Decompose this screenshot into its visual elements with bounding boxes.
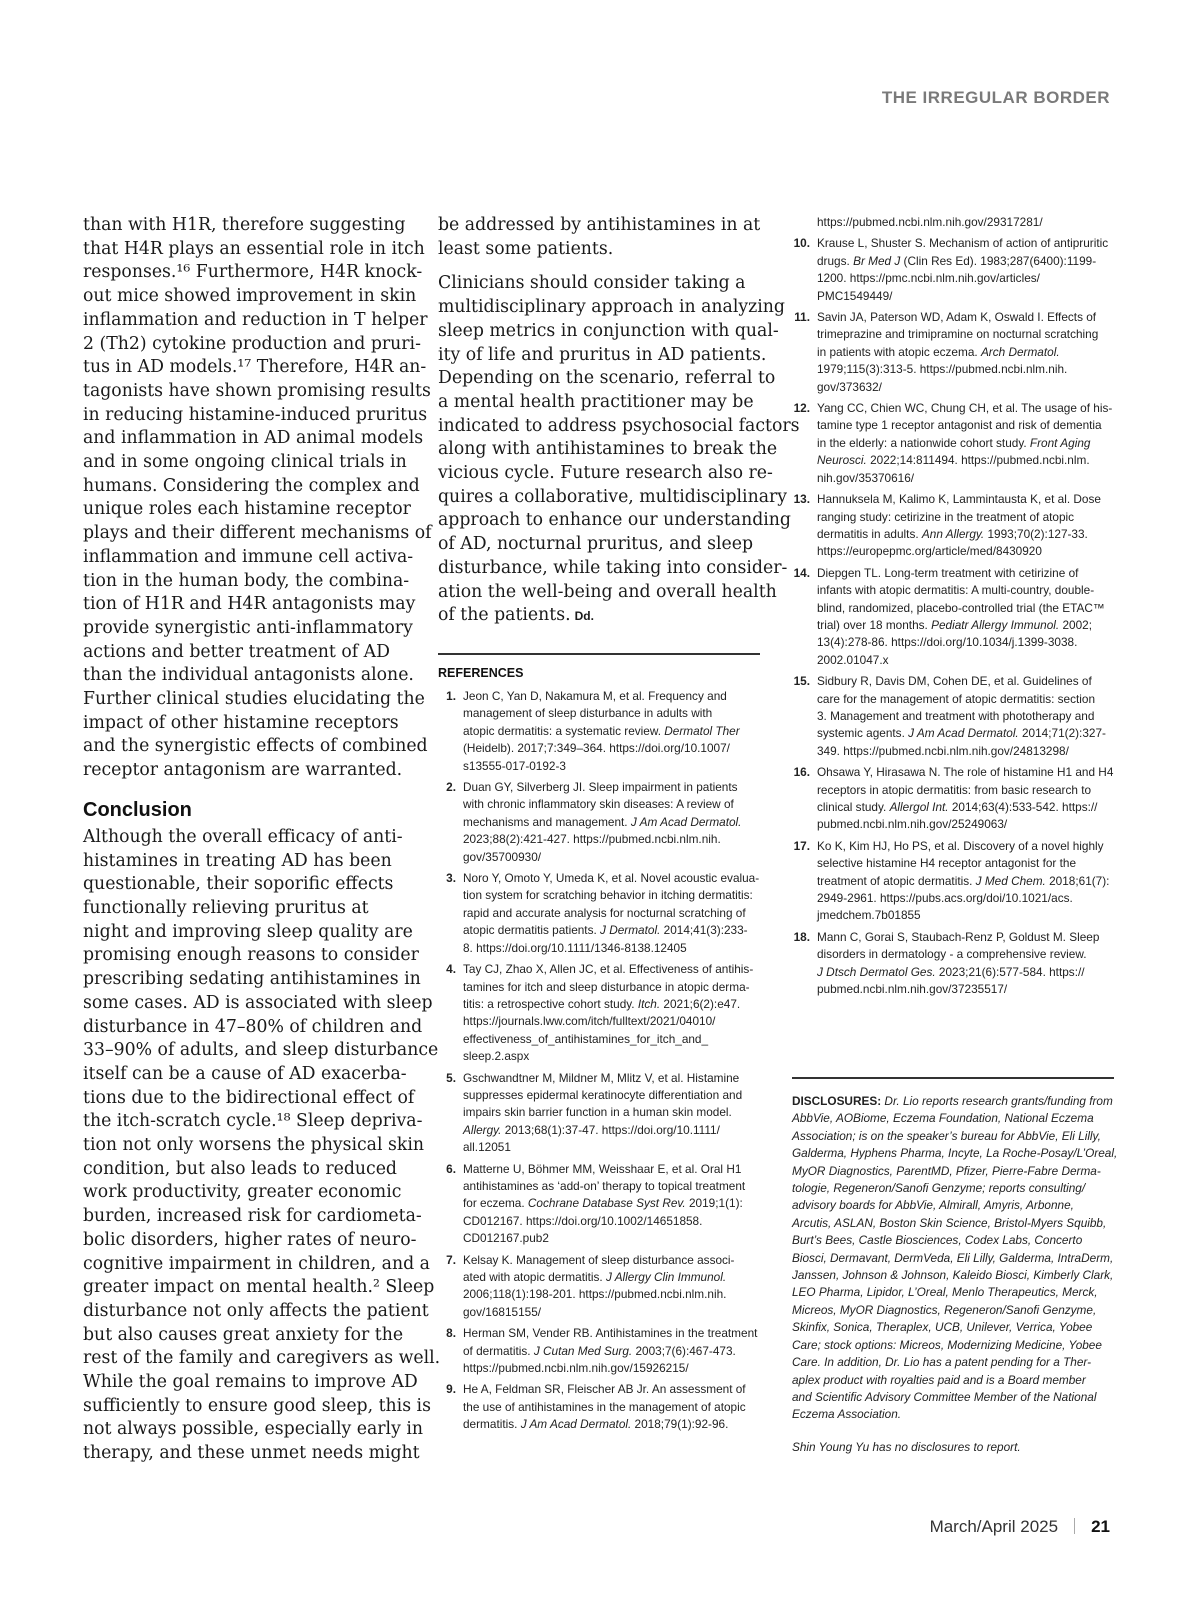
reference-line: Noro Y, Omoto Y, Umeda K, et al. Novel acoustic evalua- (463, 871, 760, 886)
reference-item (438, 779, 768, 866)
reference-item (792, 235, 1122, 305)
body-line: burden, increased risk for cardiometa- (83, 1206, 422, 1227)
body-line: condition, but also leads to reduced (83, 1158, 397, 1179)
body-line: tion in the human body, the combina- (83, 570, 410, 591)
reference-item (792, 309, 1122, 396)
reference-line: J Dtsch Dermatol Ges. 2023;21(6):577-584. https:// (817, 964, 1085, 979)
body-line: itself can be a cause of AD exacerba- (83, 1063, 407, 1084)
reference-line: Mann C, Gorai S, Staubach-Renz P, Goldust M. Sleep (817, 929, 1100, 944)
disclosure-line: Janssen, Johnson & Johnson, Kaleido Biosci, Kimberly Clark, (792, 1268, 1114, 1283)
disclosure-line: Biosci, Dermavant, DermVeda, Eli Lilly, Galderma, IntraDerm, (792, 1250, 1114, 1265)
reference-line: (Heidelb). 2017;7:349–364. https://doi.org/10.1007/ (463, 741, 730, 756)
reference-item (792, 838, 1122, 925)
body-line: greater impact on mental health.² Sleep (83, 1277, 435, 1298)
body-line: be addressed by antihistamines in at (438, 215, 761, 235)
body-line: therapy, and these unmet needs might (83, 1443, 420, 1464)
references-list (792, 214, 1122, 1002)
reference-line: 8. https://doi.org/10.1111/1346-8138.12405 (463, 940, 687, 955)
reference-line: Herman SM, Vender RB. Antihistamines in the treatment (463, 1326, 758, 1341)
reference-line: gov/373632/ (817, 379, 882, 394)
reference-number: 18. (793, 929, 810, 944)
body-column-1 (83, 214, 441, 1466)
reference-line: suppresses epidermal keratinocyte differentiation and (463, 1087, 743, 1102)
reference-line: Krause L, Shuster S. Mechanism of action of antipruritic (817, 236, 1109, 251)
reference-line: PMC1549449/ (817, 288, 893, 303)
body-line: sufficiently to ensure good sleep, this is (83, 1395, 431, 1416)
body-line: While the goal remains to improve AD (83, 1372, 418, 1393)
reference-line: care for the management of atopic dermatitis: section (817, 691, 1096, 706)
reference-number: 9. (446, 1382, 456, 1397)
body-line: a mental health practitioner may be (438, 391, 754, 412)
reference-item (792, 673, 1122, 760)
disclosure-line-first (792, 1093, 1122, 1110)
reference-number: 8. (446, 1326, 456, 1341)
body-line: out mice showed improvement in skin (83, 286, 417, 307)
body-line: in reducing histamine-induced pruritus (83, 404, 428, 425)
reference-item (438, 961, 768, 1065)
reference-line: Diepgen TL. Long-term treatment with cetirizine of (817, 565, 1079, 580)
reference-line: Jeon C, Yan D, Nakamura M, et al. Frequency and (463, 689, 727, 703)
references-list (438, 688, 768, 1438)
reference-line: impairs skin barrier function in a human skin model. (463, 1105, 732, 1120)
reference-line: Hannuksela M, Kalimo K, Lammintausta K, et al. Dose (817, 492, 1101, 507)
reference-line: Yang CC, Chien WC, Chung CH, et al. The usage of his- (817, 401, 1113, 416)
reference-line: nih.gov/35370616/ (817, 470, 915, 485)
reference-line: 349. https://pubmed.ncbi.nlm.nih.gov/24813298/ (817, 743, 1069, 758)
body-line: 2 (Th2) cytokine production and pruri- (83, 333, 421, 354)
disclosure-line: Association; is on the speaker’s bureau for AbbVie, Eli Lilly, (792, 1128, 1101, 1143)
body-line: Although the overall efficacy of anti- (83, 826, 403, 847)
reference-line: tion system for scratching behavior in itching dermatitis: (463, 888, 753, 903)
disclosure-line: and Scientific Advisory Committee Member of the National (792, 1389, 1097, 1404)
reference-item (438, 688, 768, 775)
body-line: Further clinical studies elucidating the (83, 689, 425, 710)
reference-line: Allergy. 2013;68(1):37-47. https://doi.org/10.1111/ (463, 1122, 720, 1137)
reference-line: 2949-2961. https://pubs.acs.org/doi/10.1021/acs. (817, 891, 1073, 906)
body-line: and the synergistic effects of combined (83, 736, 428, 757)
reference-line: s13555-017-0192-3 (463, 758, 566, 773)
disclosures-divider (792, 1077, 1114, 1079)
reference-number: 11. (794, 310, 810, 325)
reference-number: 13. (793, 492, 810, 507)
reference-line: CD012167. https://doi.org/10.1002/14651858. (463, 1213, 703, 1228)
reference-item (792, 565, 1122, 669)
body-line: least some patients. (438, 238, 614, 259)
reference-line: infants with atopic dermatitis: A multi-country, double- (817, 583, 1095, 598)
body-line: tion of H1R and H4R antagonists may (83, 594, 416, 615)
body-line: inflammation and reduction in T helper (83, 309, 428, 330)
body-line: disturbance in 47–80% of children and (83, 1016, 423, 1037)
body-line: multidisciplinary approach in analyzing (438, 297, 785, 318)
body-line: promising enough reasons to consider (83, 945, 419, 966)
reference-number: 5. (446, 1070, 456, 1085)
body-paragraph (83, 826, 441, 1466)
body-line: than the individual antagonists alone. (83, 665, 414, 686)
reference-item (438, 1070, 768, 1157)
body-line: bolic disorders, higher rates of neuro- (83, 1229, 417, 1250)
disclosures-label: DISCLOSURES: (792, 1094, 882, 1108)
reference-line: mechanisms and management. J Am Acad Dermatol. (463, 814, 742, 829)
body-line: ity of life and pruritus in AD patients. (438, 344, 767, 365)
body-line: but also causes great anxiety for the (83, 1324, 404, 1345)
reference-item (792, 214, 1122, 231)
disclosure-line: Galderma, Hyphens Pharma, Incyte, La Roche-Posay/L’Oreal, (792, 1146, 1118, 1161)
reference-line: ated with atopic dermatitis. J Allergy Clin Immunol. (463, 1270, 727, 1284)
body-line: night and improving sleep quality are (83, 921, 413, 942)
reference-line: disorders in dermatology - a comprehensive review. (817, 947, 1087, 962)
body-line: of AD, nocturnal pruritus, and sleep (438, 534, 754, 555)
body-line: tus in AD models.¹⁷ Therefore, H4R an- (83, 357, 427, 378)
reference-line: Savin JA, Paterson WD, Adam K, Oswald I. Effects of (817, 310, 1097, 325)
reference-line: effectiveness_of_antihistamines_for_itch_and_ (463, 1031, 709, 1046)
reference-line: gov/16815155/ (463, 1304, 542, 1319)
reference-line: for eczema. Cochrane Database Syst Rev. 2019;1(1): (463, 1196, 743, 1211)
body-line: tions due to the bidirectional effect of (83, 1087, 415, 1108)
reference-line: systemic agents. J Am Acad Dermatol. 2014;71(2):327- (817, 726, 1106, 741)
reference-line: atopic dermatitis patients. J Dermatol. 2014;41(3):233- (463, 923, 748, 938)
reference-line: 3. Management and treatment with phototherapy and (817, 708, 1095, 723)
disclosure-line: aplex product with royalties paid and is a Board member (792, 1372, 1086, 1387)
reference-item (792, 400, 1122, 487)
disclosure-line: Skinfix, Sonica, Theraplex, UCB, Unilever, Verrica, Yobee (792, 1320, 1093, 1335)
reference-line: dermatitis in adults. Ann Allergy. 1993;70(2):127-33. (817, 526, 1088, 541)
body-line: tion not only worsens the physical skin (83, 1135, 424, 1156)
reference-item (438, 1161, 768, 1248)
reference-number: 7. (446, 1252, 456, 1267)
reference-line: titis: a retrospective cohort study. Itch. 2021;6(2):e47. (463, 996, 741, 1011)
reference-number: 4. (446, 962, 456, 977)
reference-line: CD012167.pub2 (463, 1231, 549, 1246)
reference-line: Tay CJ, Zhao X, Allen JC, et al. Effectiveness of antihis- (463, 962, 754, 977)
reference-line: in patients with atopic eczema. Arch Dermatol. (817, 344, 1060, 359)
running-head: THE IRREGULAR BORDER (881, 88, 1110, 107)
body-line: vicious cycle. Future research also re- (438, 463, 773, 484)
reference-line: sleep.2.aspx (463, 1049, 530, 1064)
reference-line: clinical study. Allergol Int. 2014;63(4):533-542. https:// (817, 800, 1098, 814)
reference-line: trimeprazine and trimipramine on nocturnal scratching (817, 327, 1099, 342)
body-line: cognitive impairment in children, and a (83, 1253, 430, 1274)
reference-line: atopic dermatitis: a systematic review. Dermatol Ther (463, 723, 740, 738)
reference-line: blind, randomized, placebo-controlled trial (the ETAC™ (817, 600, 1105, 615)
body-line: and inflammation in AD animal models (83, 428, 424, 449)
reference-line: jmedchem.7b01855 (817, 908, 921, 923)
reference-line: He A, Feldman SR, Fleischer AB Jr. An assessment of (463, 1382, 746, 1397)
reference-line: 1979;115(3):313-5. https://pubmed.ncbi.nlm.nih. (817, 362, 1068, 377)
reference-number: 14. (793, 565, 810, 580)
reference-line: Matterne U, Böhmer MM, Weisshaar E, et al. Oral H1 (463, 1161, 742, 1176)
reference-line: trial) over 18 months. Pediatr Allergy Immunol. 2002; (817, 617, 1092, 632)
body-line: ation the well-being and overall health (438, 581, 777, 602)
body-line: unique roles each histamine receptor (83, 499, 411, 520)
body-line: not always possible, especially early in (83, 1419, 423, 1440)
reference-line: Duan GY, Silverberg JI. Sleep impairment in patients (463, 780, 738, 795)
body-line: inflammation and immune cell activa- (83, 546, 414, 567)
body-line: that H4R plays an essential role in itch (83, 238, 425, 259)
body-paragraph (438, 272, 800, 629)
reference-item (792, 929, 1122, 999)
end-mark: Dd. (574, 609, 594, 624)
body-line: quires a collaborative, multidisciplinary (438, 486, 788, 507)
body-line: disturbance not only affects the patient (83, 1300, 429, 1321)
body-line: indicated to address psychosocial factors (438, 415, 800, 436)
body-line: sleep metrics in conjunction with qual- (438, 320, 779, 341)
reference-line: 2023;88(2):421-427. https://pubmed.ncbi.nlm.nih. (463, 832, 721, 847)
reference-item (438, 1325, 768, 1377)
disclosure-line: tologie, Regeneron/Sanofi Genzyme; reports consulting/ (792, 1181, 1086, 1196)
reference-line: Gschwandtner M, Mildner M, Mlitz V, et al. Histamine (463, 1070, 740, 1085)
disclosure-line: Care. In addition, Dr. Lio has a patent pending for a Ther- (792, 1355, 1092, 1370)
reference-line: pubmed.ncbi.nlm.nih.gov/25249063/ (817, 817, 1008, 832)
reference-line: the use of antihistamines in the management of atopic (463, 1399, 746, 1414)
disclosure-line: Care; stock options: Micreos, Modernizing Medicine, Yobee (792, 1337, 1102, 1352)
references-divider (438, 653, 760, 655)
body-line: questionable, their soporific effects (83, 874, 394, 895)
reference-line: antihistamines as ‘add-on’ therapy to topical treatment (463, 1178, 746, 1193)
disclosure-line: LEO Pharma, Lipidor, L’Oreal, Menlo Therapeutics, Merck, (792, 1285, 1098, 1300)
body-line: disturbance, while taking into consider- (438, 557, 788, 578)
body-line: humans. Considering the complex and (83, 475, 420, 496)
body-line: than with H1R, therefore suggesting (83, 215, 406, 235)
body-line: histamines in treating AD has been (83, 850, 392, 871)
reference-line: receptors in atopic dermatitis: from basic research to (817, 782, 1092, 797)
reference-line: https://europepmc.org/article/med/8430920 (817, 544, 1042, 559)
disclosure-statement: Shin Young Yu has no disclosures to report. (792, 1439, 1021, 1454)
reference-item (438, 1252, 768, 1322)
disclosure-line: AbbVie, AOBiome, Eczema Foundation, National Eczema (792, 1111, 1094, 1126)
reference-line: dermatitis. J Am Acad Dermatol. 2018;79(1):92-96. (463, 1417, 729, 1432)
reference-line: Ko K, Kim HJ, Ho PS, et al. Discovery of a novel highly (817, 838, 1104, 853)
reference-line: 2006;118(1):198-201. https://pubmed.ncbi.nlm.nih. (463, 1287, 727, 1302)
reference-line: of dermatitis. J Cutan Med Surg. 2003;7(6):467-473. (463, 1343, 736, 1358)
body-line: prescribing sedating antihistamines in (83, 969, 421, 990)
body-line: approach to enhance our understanding (438, 510, 791, 531)
body-line: the itch-scratch cycle.¹⁸ Sleep depriva- (83, 1111, 423, 1132)
body-paragraph (438, 214, 768, 261)
reference-line: https://pubmed.ncbi.nlm.nih.gov/15926215/ (463, 1361, 689, 1376)
reference-line: tamines for itch and sleep disturbance in atopic derma- (463, 979, 750, 994)
body-line: Depending on the scenario, referral to (438, 368, 776, 389)
reference-line: treatment of atopic dermatitis. J Med Chem. 2018;61(7): (817, 873, 1110, 888)
issue-date: March/April 2025 (929, 1517, 1059, 1536)
reference-number: 10. (793, 236, 810, 251)
page-footer (930, 1517, 1110, 1537)
reference-item (438, 1381, 768, 1433)
reference-number: 16. (793, 765, 810, 780)
body-paragraph (83, 214, 432, 783)
reference-number: 2. (446, 780, 456, 795)
reference-line: drugs. Br Med J (Clin Res Ed). 1983;287(6400):1199- (817, 253, 1097, 268)
disclosure-line: Eczema Association. (792, 1407, 902, 1422)
body-line: plays and their different mechanisms of (83, 523, 432, 544)
reference-line: management of sleep disturbance in adults with (463, 706, 713, 721)
body-line: Clinicians should consider taking a (438, 273, 746, 294)
disclosure-line: Dr. Lio reports research grants/funding from (884, 1094, 1113, 1108)
page-number: 21 (1091, 1517, 1110, 1536)
body-line: provide synergistic anti-inflammatory (83, 617, 413, 638)
body-line: responses.¹⁶ Furthermore, H4R knock- (83, 262, 423, 283)
reference-line: https://pubmed.ncbi.nlm.nih.gov/29317281/ (817, 215, 1043, 229)
body-line: along with antihistamines to break the (438, 439, 778, 460)
reference-line: 13(4):278-86. https://doi.org/10.1034/j.1399-3038. (817, 635, 1078, 650)
disclosure-line: advisory boards for AbbVie, Almirall, Amyris, Arbonne, (792, 1198, 1074, 1213)
disclosure-line: Arcutis, ASLAN, Boston Skin Science, Bristol-Myers Squibb, (792, 1215, 1107, 1230)
reference-number: 3. (446, 871, 456, 886)
body-column-2 (438, 214, 800, 640)
reference-line: 2002.01047.x (817, 652, 889, 667)
reference-line: https://journals.lww.com/itch/fulltext/2021/04010/ (463, 1014, 716, 1029)
references-heading: REFERENCES (438, 666, 524, 680)
body-line: 33–90% of adults, and sleep disturbance (83, 1040, 439, 1061)
reference-line: rapid and accurate analysis for nocturnal scratching of (463, 905, 746, 920)
body-line: actions and better treatment of AD (83, 641, 390, 662)
disclosure-line: Burt’s Bees, Castle Biosciences, Codex Labs, Concerto (792, 1233, 1083, 1248)
reference-number: 17. (793, 838, 810, 853)
reference-line: all.12051 (463, 1140, 511, 1155)
reference-line: tamine type 1 receptor antagonist and risk of dementia (817, 418, 1102, 433)
body-line: work productivity, greater economic (83, 1182, 402, 1203)
reference-number: 12. (793, 401, 810, 416)
reference-line: Neurosci. 2022;14:811494. https://pubmed.ncbi.nlm. (817, 453, 1090, 468)
disclosure-line: Micreos, MyOR Diagnostics, Regeneron/Sanofi Genzyme, (792, 1302, 1097, 1317)
reference-line: selective histamine H4 receptor antagonist for the (817, 856, 1077, 871)
reference-line: gov/35700930/ (463, 849, 542, 864)
body-line: impact of other histamine receptors (83, 712, 399, 733)
reference-line: pubmed.ncbi.nlm.nih.gov/37235517/ (817, 982, 1008, 997)
body-line: functionally relieving pruritus at (83, 897, 369, 918)
body-line: some cases. AD is associated with sleep (83, 992, 433, 1013)
reference-item (438, 870, 768, 957)
reference-item (792, 491, 1122, 561)
reference-item (792, 764, 1122, 834)
reference-number: 1. (446, 689, 456, 703)
reference-line: 1200. https://pmc.ncbi.nlm.nih.gov/articles/ (817, 271, 1040, 286)
body-line: rest of the family and caregivers as well. (83, 1348, 441, 1369)
footer-divider (1074, 1518, 1075, 1534)
reference-number: 6. (446, 1161, 456, 1176)
body-line: of the patients. (438, 605, 571, 626)
reference-line: ranging study: cetirizine in the treatment of atopic (817, 509, 1075, 524)
reference-line: Ohsawa Y, Hirasawa N. The role of histamine H1 and H4 (817, 765, 1114, 780)
reference-line: with chronic inflammatory skin diseases: A review of (463, 797, 734, 812)
body-line: tagonists have shown promising results (83, 380, 431, 401)
reference-line: in the elderly: a nationwide cohort study. Front Aging (817, 435, 1091, 450)
disclosure-line: MyOR Diagnostics, ParentMD, Pfizer, Pierre-Fabre Derma- (792, 1163, 1101, 1178)
reference-line: Sidbury R, Davis DM, Cohen DE, et al. Guidelines of (817, 674, 1092, 689)
body-line: and in some ongoing clinical trials in (83, 452, 407, 473)
disclosures (792, 1093, 1122, 1456)
reference-number: 15. (793, 674, 810, 689)
section-heading-conclusion: Conclusion (83, 798, 192, 821)
reference-line: Kelsay K. Management of sleep disturbance associ- (463, 1252, 735, 1267)
body-line: receptor antagonism are warranted. (83, 760, 403, 781)
